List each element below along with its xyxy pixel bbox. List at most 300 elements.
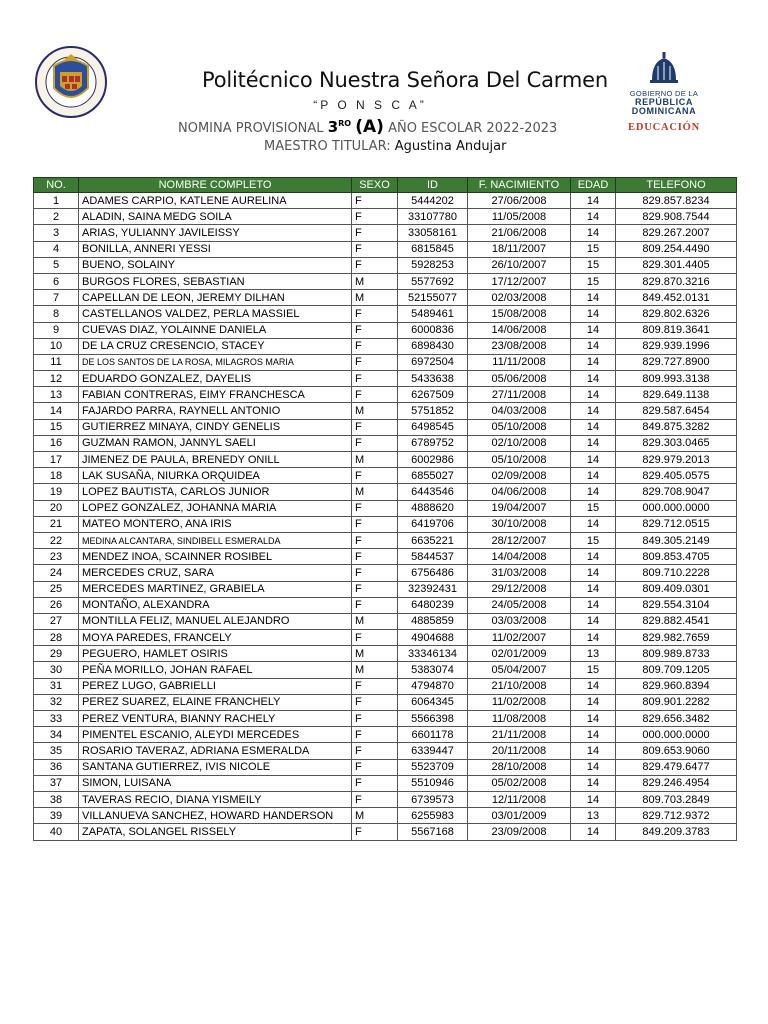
table-body (34, 193, 737, 841)
cell-nacimiento: 05/10/2008 (468, 452, 571, 468)
cell-nombre: MONTILLA FELIZ, MANUEL ALEJANDRO (79, 613, 352, 629)
cell-id: 6815845 (398, 241, 468, 257)
cell-nacimiento: 02/03/2008 (468, 290, 571, 306)
cell-sexo: F (352, 371, 398, 387)
cell-edad: 14 (571, 759, 616, 775)
cell-nombre: VILLANUEVA SANCHEZ, HOWARD HANDERSON (79, 808, 352, 824)
table-row (34, 662, 737, 678)
table-row (34, 322, 737, 338)
cell-sexo: M (352, 808, 398, 824)
cell-nombre: EDUARDO GONZALEZ, DAYELIS (79, 371, 352, 387)
cell-nombre: DE LA CRUZ CRESENCIO, STACEY (79, 338, 352, 354)
school-year-label: AÑO ESCOLAR 2022-2023 (388, 121, 558, 136)
table-row (34, 565, 737, 581)
cell-telefono: 829.960.8394 (616, 678, 737, 694)
cell-no: 7 (34, 290, 79, 306)
student-roster-table (33, 177, 737, 841)
cell-sexo: F (352, 435, 398, 451)
table-row (34, 532, 737, 548)
cell-no: 15 (34, 419, 79, 435)
cell-sexo: M (352, 662, 398, 678)
table-row (34, 435, 737, 451)
cell-telefono: 809.409.0301 (616, 581, 737, 597)
cell-nombre: ADAMES CARPIO, KATLENE AURELINA (79, 193, 352, 209)
cell-sexo: F (352, 759, 398, 775)
cell-sexo: F (352, 241, 398, 257)
cell-nacimiento: 21/10/2008 (468, 678, 571, 694)
cell-telefono: 809.703.2849 (616, 791, 737, 807)
cell-nacimiento: 11/02/2008 (468, 694, 571, 710)
cell-nombre: CUEVAS DIAZ, YOLAINNE DANIELA (79, 322, 352, 338)
table-row (34, 581, 737, 597)
cell-edad: 14 (571, 516, 616, 532)
cell-nacimiento: 12/11/2008 (468, 791, 571, 807)
cell-id: 6601178 (398, 727, 468, 743)
cell-telefono: 809.989.8733 (616, 646, 737, 662)
cell-edad: 14 (571, 678, 616, 694)
cell-telefono: 829.246.4954 (616, 775, 737, 791)
cell-sexo: M (352, 403, 398, 419)
cell-telefono: 829.857.8234 (616, 193, 737, 209)
cell-sexo: F (352, 500, 398, 516)
cell-telefono: 829.649.1138 (616, 387, 737, 403)
cell-sexo: F (352, 549, 398, 565)
col-header-edad: EDAD (571, 178, 616, 193)
cell-edad: 14 (571, 727, 616, 743)
gov-line-2: REPÚBLICA (635, 97, 693, 107)
cell-id: 6419706 (398, 516, 468, 532)
cell-nacimiento: 15/08/2008 (468, 306, 571, 322)
cell-edad: 14 (571, 338, 616, 354)
cell-nombre: JIMENEZ DE PAULA, BRENEDY ONILL (79, 452, 352, 468)
cell-edad: 14 (571, 209, 616, 225)
cell-no: 23 (34, 549, 79, 565)
cell-edad: 14 (571, 468, 616, 484)
cell-telefono: 000.000.0000 (616, 727, 737, 743)
cell-nombre: BONILLA, ANNERI YESSI (79, 241, 352, 257)
table-row (34, 290, 737, 306)
cell-id: 6480239 (398, 597, 468, 613)
cell-no: 29 (34, 646, 79, 662)
cell-edad: 14 (571, 565, 616, 581)
cell-sexo: F (352, 565, 398, 581)
cell-nombre: TAVERAS RECIO, DIANA YISMEILY (79, 791, 352, 807)
nomina-label: NOMINA PROVISIONAL (178, 121, 324, 136)
cell-nacimiento: 24/05/2008 (468, 597, 571, 613)
cell-sexo: F (352, 532, 398, 548)
cell-id: 5510946 (398, 775, 468, 791)
cell-nombre: BUENO, SOLAINY (79, 257, 352, 273)
cell-nacimiento: 03/03/2008 (468, 613, 571, 629)
cell-nacimiento: 28/10/2008 (468, 759, 571, 775)
cell-edad: 14 (571, 711, 616, 727)
cell-telefono: 849.305.2149 (616, 532, 737, 548)
cell-sexo: F (352, 225, 398, 241)
cell-nacimiento: 21/11/2008 (468, 727, 571, 743)
cell-edad: 13 (571, 808, 616, 824)
cell-telefono: 829.405.0575 (616, 468, 737, 484)
cell-telefono: 829.712.0515 (616, 516, 737, 532)
cell-sexo: F (352, 338, 398, 354)
cell-id: 6756486 (398, 565, 468, 581)
cell-sexo: M (352, 452, 398, 468)
cell-id: 5751852 (398, 403, 468, 419)
cell-nacimiento: 05/06/2008 (468, 371, 571, 387)
cell-no: 2 (34, 209, 79, 225)
cell-edad: 15 (571, 273, 616, 289)
cell-sexo: M (352, 290, 398, 306)
cell-no: 35 (34, 743, 79, 759)
school-title: Politécnico Nuestra Señora Del Carmen (202, 68, 608, 92)
cell-nacimiento: 05/04/2007 (468, 662, 571, 678)
government-education-logo (618, 52, 710, 138)
cell-id: 6739573 (398, 791, 468, 807)
cell-nacimiento: 14/04/2008 (468, 549, 571, 565)
cell-nombre: PIMENTEL ESCANIO, ALEYDI MERCEDES (79, 727, 352, 743)
cell-id: 5566398 (398, 711, 468, 727)
cell-no: 25 (34, 581, 79, 597)
cell-id: 5567168 (398, 824, 468, 840)
table-row (34, 354, 737, 370)
cell-telefono: 829.908.7544 (616, 209, 737, 225)
cell-id: 5444202 (398, 193, 468, 209)
cell-telefono: 849.209.3783 (616, 824, 737, 840)
cell-sexo: F (352, 354, 398, 370)
cell-telefono: 829.267.2007 (616, 225, 737, 241)
cell-no: 20 (34, 500, 79, 516)
cell-id: 6255983 (398, 808, 468, 824)
cell-nacimiento: 11/08/2008 (468, 711, 571, 727)
cell-no: 40 (34, 824, 79, 840)
teacher-line (264, 139, 507, 154)
cell-nacimiento: 04/03/2008 (468, 403, 571, 419)
cell-id: 6498545 (398, 419, 468, 435)
cell-telefono: 829.587.6454 (616, 403, 737, 419)
education-label: EDUCACIÓN (628, 122, 700, 133)
table-row (34, 759, 737, 775)
cell-edad: 13 (571, 646, 616, 662)
table-row (34, 630, 737, 646)
cell-nacimiento: 23/09/2008 (468, 824, 571, 840)
cell-nombre: FAJARDO PARRA, RAYNELL ANTONIO (79, 403, 352, 419)
cell-id: 5489461 (398, 306, 468, 322)
cell-telefono: 829.882.4541 (616, 613, 737, 629)
cell-nombre: PEGUERO, HAMLET OSIRIS (79, 646, 352, 662)
cell-id: 5383074 (398, 662, 468, 678)
cell-nombre: DE LOS SANTOS DE LA ROSA, MILAGROS MARIA (79, 354, 352, 370)
cell-edad: 15 (571, 257, 616, 273)
cell-no: 37 (34, 775, 79, 791)
cell-telefono: 809.901.2282 (616, 694, 737, 710)
cell-nombre: MEDINA ALCANTARA, SINDIBELL ESMERALDA (79, 532, 352, 548)
cell-nombre: PEREZ SUAREZ, ELAINE FRANCHELY (79, 694, 352, 710)
cell-nacimiento: 26/10/2007 (468, 257, 571, 273)
cell-edad: 14 (571, 630, 616, 646)
table-row (34, 711, 737, 727)
teacher-name: Agustina Andujar (394, 139, 507, 154)
table-row (34, 516, 737, 532)
cell-telefono: 829.708.9047 (616, 484, 737, 500)
table-row (34, 775, 737, 791)
cell-telefono: 849.452.0131 (616, 290, 737, 306)
cell-nacimiento: 18/11/2007 (468, 241, 571, 257)
cell-nombre: ALADIN, SAINA MEDG SOILA (79, 209, 352, 225)
cell-no: 19 (34, 484, 79, 500)
cell-no: 11 (34, 354, 79, 370)
section-label: (A) (355, 117, 384, 137)
cell-nombre: SIMON, LUISANA (79, 775, 352, 791)
cell-telefono: 829.939.1996 (616, 338, 737, 354)
cell-edad: 14 (571, 387, 616, 403)
cell-nombre: PEREZ LUGO, GABRIELLI (79, 678, 352, 694)
cell-telefono: 829.301.4405 (616, 257, 737, 273)
cell-edad: 14 (571, 743, 616, 759)
cell-no: 24 (34, 565, 79, 581)
cell-nombre: MATEO MONTERO, ANA IRIS (79, 516, 352, 532)
table-row (34, 387, 737, 403)
table-row (34, 824, 737, 840)
cell-nombre: FABIAN CONTRERAS, EIMY FRANCHESCA (79, 387, 352, 403)
table-row (34, 808, 737, 824)
cell-no: 8 (34, 306, 79, 322)
cell-nacimiento: 11/05/2008 (468, 209, 571, 225)
cell-telefono: 829.979.2013 (616, 452, 737, 468)
cell-no: 32 (34, 694, 79, 710)
cell-id: 6064345 (398, 694, 468, 710)
cell-nombre: BURGOS FLORES, SEBASTIAN (79, 273, 352, 289)
cell-nacimiento: 03/01/2009 (468, 808, 571, 824)
cell-nombre: LAK SUSAÑA, NIURKA ORQUIDEA (79, 468, 352, 484)
cell-nacimiento: 02/09/2008 (468, 468, 571, 484)
cell-id: 4885859 (398, 613, 468, 629)
cell-edad: 14 (571, 791, 616, 807)
cell-nombre: PEREZ VENTURA, BIANNY RACHELY (79, 711, 352, 727)
cell-nombre: ROSARIO TAVERAZ, ADRIANA ESMERALDA (79, 743, 352, 759)
cell-id: 6339447 (398, 743, 468, 759)
cell-sexo: F (352, 387, 398, 403)
cell-id: 6000836 (398, 322, 468, 338)
table-row (34, 338, 737, 354)
cell-telefono: 809.993.3138 (616, 371, 737, 387)
cell-edad: 14 (571, 581, 616, 597)
cell-id: 5433638 (398, 371, 468, 387)
cell-id: 5577692 (398, 273, 468, 289)
cell-no: 17 (34, 452, 79, 468)
cell-id: 6002986 (398, 452, 468, 468)
table-row (34, 500, 737, 516)
cell-nacimiento: 05/10/2008 (468, 419, 571, 435)
cell-telefono: 809.709.1205 (616, 662, 737, 678)
table-row (34, 306, 737, 322)
cell-nombre: MERCEDES MARTINEZ, GRABIELA (79, 581, 352, 597)
cell-sexo: F (352, 694, 398, 710)
cell-no: 18 (34, 468, 79, 484)
cell-nacimiento: 02/01/2009 (468, 646, 571, 662)
cell-no: 3 (34, 225, 79, 241)
school-acronym: “P O N S C A” (313, 98, 427, 112)
cell-edad: 15 (571, 662, 616, 678)
cell-no: 26 (34, 597, 79, 613)
cell-nombre: MONTAÑO, ALEXANDRA (79, 597, 352, 613)
cell-sexo: M (352, 484, 398, 500)
cell-nacimiento: 20/11/2008 (468, 743, 571, 759)
cell-no: 9 (34, 322, 79, 338)
cell-nombre: MOYA PAREDES, FRANCELY (79, 630, 352, 646)
cell-nombre: GUTIERREZ MINAYA, CINDY GENELIS (79, 419, 352, 435)
cell-telefono: 829.802.6326 (616, 306, 737, 322)
cell-telefono: 809.853.4705 (616, 549, 737, 565)
gov-line-3: DOMINICANA (631, 106, 697, 116)
cell-nombre: LOPEZ GONZALEZ, JOHANNA MARIA (79, 500, 352, 516)
cell-edad: 14 (571, 484, 616, 500)
cell-id: 6267509 (398, 387, 468, 403)
cell-sexo: F (352, 193, 398, 209)
cell-nombre: LOPEZ BAUTISTA, CARLOS JUNIOR (79, 484, 352, 500)
cell-telefono: 849.875.3282 (616, 419, 737, 435)
cell-id: 6635221 (398, 532, 468, 548)
cell-no: 33 (34, 711, 79, 727)
cell-no: 36 (34, 759, 79, 775)
col-header-nacimiento: F. NACIMIENTO (468, 178, 571, 193)
cell-nacimiento: 04/06/2008 (468, 484, 571, 500)
col-header-nombre: NOMBRE COMPLETO (79, 178, 352, 193)
cell-no: 39 (34, 808, 79, 824)
table-row (34, 225, 737, 241)
cell-edad: 14 (571, 549, 616, 565)
cell-sexo: F (352, 516, 398, 532)
cell-id: 33058161 (398, 225, 468, 241)
cell-id: 6789752 (398, 435, 468, 451)
grade-number: $3^{RO}$ (327, 118, 352, 136)
cell-edad: 14 (571, 824, 616, 840)
table-header-row (34, 178, 737, 193)
cell-sexo: F (352, 306, 398, 322)
cell-no: 5 (34, 257, 79, 273)
cell-nacimiento: 14/06/2008 (468, 322, 571, 338)
cell-sexo: F (352, 727, 398, 743)
cell-edad: 15 (571, 500, 616, 516)
col-header-telefono: TELEFONO (616, 178, 737, 193)
cell-nacimiento: 27/06/2008 (468, 193, 571, 209)
table-row (34, 403, 737, 419)
cell-id: 33346134 (398, 646, 468, 662)
table-row (34, 597, 737, 613)
cell-telefono: 809.819.3641 (616, 322, 737, 338)
cell-nombre: ZAPATA, SOLANGEL RISSELY (79, 824, 352, 840)
table-row (34, 273, 737, 289)
cell-edad: 15 (571, 532, 616, 548)
cell-sexo: M (352, 613, 398, 629)
cell-telefono: 829.727.8900 (616, 354, 737, 370)
cell-id: 32392431 (398, 581, 468, 597)
cell-no: 1 (34, 193, 79, 209)
cell-nacimiento: 17/12/2007 (468, 273, 571, 289)
cell-edad: 14 (571, 371, 616, 387)
cell-no: 6 (34, 273, 79, 289)
cell-nacimiento: 05/02/2008 (468, 775, 571, 791)
table-row (34, 791, 737, 807)
cell-edad: 14 (571, 775, 616, 791)
gov-line-1: GOBIERNO DE LA (629, 89, 699, 98)
teacher-label: MAESTRO TITULAR: (264, 139, 391, 154)
cell-no: 12 (34, 371, 79, 387)
cell-nombre: CAPELLAN DE LEON, JEREMY DILHAN (79, 290, 352, 306)
cell-id: 5844537 (398, 549, 468, 565)
cell-nacimiento: 28/12/2007 (468, 532, 571, 548)
cell-id: 52155077 (398, 290, 468, 306)
cell-edad: 14 (571, 193, 616, 209)
cell-edad: 14 (571, 597, 616, 613)
cell-id: 6443546 (398, 484, 468, 500)
cell-id: 6898430 (398, 338, 468, 354)
cell-sexo: M (352, 646, 398, 662)
cell-no: 4 (34, 241, 79, 257)
cell-no: 30 (34, 662, 79, 678)
cell-sexo: F (352, 743, 398, 759)
cell-no: 13 (34, 387, 79, 403)
cell-edad: 15 (571, 241, 616, 257)
cell-sexo: F (352, 581, 398, 597)
cell-telefono: 829.712.9372 (616, 808, 737, 824)
cell-no: 31 (34, 678, 79, 694)
table-row (34, 193, 737, 209)
cell-no: 10 (34, 338, 79, 354)
cell-edad: 14 (571, 225, 616, 241)
cell-nacimiento: 30/10/2008 (468, 516, 571, 532)
nomina-line (178, 117, 557, 137)
cell-no: 21 (34, 516, 79, 532)
table-row (34, 371, 737, 387)
cell-id: 5928253 (398, 257, 468, 273)
cell-id: 4888620 (398, 500, 468, 516)
cell-nacimiento: 19/04/2007 (468, 500, 571, 516)
table-row (34, 549, 737, 565)
cell-nacimiento: 11/02/2007 (468, 630, 571, 646)
cell-nombre: GUZMAN RAMON, JANNYL SAELI (79, 435, 352, 451)
cell-edad: 14 (571, 613, 616, 629)
cell-no: 28 (34, 630, 79, 646)
cell-nombre: MENDEZ INOA, SCAINNER ROSIBEL (79, 549, 352, 565)
cell-edad: 14 (571, 452, 616, 468)
cell-sexo: F (352, 791, 398, 807)
table-row (34, 419, 737, 435)
cell-no: 22 (34, 532, 79, 548)
cell-nacimiento: 21/06/2008 (468, 225, 571, 241)
cell-sexo: F (352, 209, 398, 225)
col-header-sexo: SEXO (352, 178, 398, 193)
cell-id: 33107780 (398, 209, 468, 225)
cell-edad: 14 (571, 306, 616, 322)
table-row (34, 694, 737, 710)
table-row (34, 257, 737, 273)
cell-telefono: 809.653.9060 (616, 743, 737, 759)
cell-sexo: F (352, 419, 398, 435)
table-row (34, 241, 737, 257)
cell-edad: 14 (571, 694, 616, 710)
cell-id: 6855027 (398, 468, 468, 484)
cell-sexo: F (352, 678, 398, 694)
cell-nacimiento: 27/11/2008 (468, 387, 571, 403)
cell-nacimiento: 31/03/2008 (468, 565, 571, 581)
table-row (34, 613, 737, 629)
cell-nacimiento: 02/10/2008 (468, 435, 571, 451)
table-row (34, 452, 737, 468)
table-row (34, 468, 737, 484)
cell-sexo: M (352, 273, 398, 289)
col-header-no: NO. (34, 178, 79, 193)
cell-telefono: 809.710.2228 (616, 565, 737, 581)
cell-telefono: 829.479.6477 (616, 759, 737, 775)
